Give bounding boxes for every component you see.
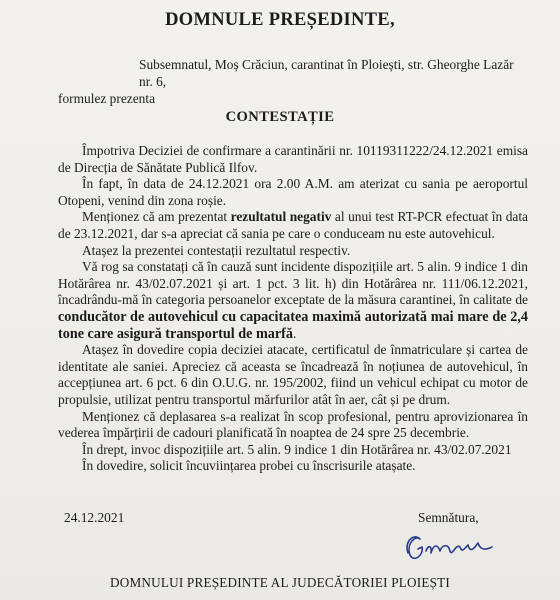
intro-line-2: formulez prezenta <box>58 91 156 106</box>
paragraph-3-text-a: Menționez că am prezentat <box>82 209 231 225</box>
paragraph-3-bold: rezultatul negativ <box>230 209 332 225</box>
document-title: DOMNULE PREȘEDINTE, <box>165 10 395 30</box>
paragraph-5 <box>58 259 528 342</box>
paragraph-8: În drept, invoc dispozițiile art. 5 alin. 9 indice 1 din Hotărârea nr. 43/02.07.2021 <box>82 441 512 457</box>
intro-block <box>58 56 528 107</box>
document-date: 24.12.2021 <box>64 510 125 525</box>
paragraph-5-bold: conducător de autovehicul cu capacitatea maximă autorizată mai mare de 2,4 tone care asigură transportul de marfă <box>58 308 528 342</box>
document-body <box>58 143 528 475</box>
paragraph-5-text-a: Vă rog sa constatați că în cauză sunt incidente dispozițiile art. 5 alin. 9 indice 1 din Hotărârea nr. 43/02.07.2021 și art. 1 pct. 3 lit. h) din Hotărârea nr. 111/06.12.2021, încadrându-mă în categoria persoanelor exceptate de la măsura carantinei, în calitate de <box>58 259 528 308</box>
paragraph-2: În fapt, în data de 24.12.2021 ora 2.00 A.M. am aterizat cu sania pe aeroportul Otopeni, venind din zona roșie. <box>58 176 528 208</box>
signature-label: Semnătura, <box>418 510 479 525</box>
paragraph-4: Atașez la prezentei contestații rezultatul respectiv. <box>82 242 351 258</box>
paragraph-5-text-b: . <box>292 325 297 341</box>
intro-line-1: Subsemnatul, Moș Crăciun, carantinat în Ploiești, str. Gheorghe Lazăr nr. 6, <box>139 57 514 89</box>
document-heading: CONTESTAȚIE <box>225 109 335 125</box>
handwritten-signature <box>398 527 498 565</box>
paragraph-7: Menționez că deplasarea s-a realizat în scop profesional, pentru aprovizionarea în vederea împărțirii de cadouri planificată în noaptea de 24 spre 25 decembrie. <box>58 408 528 441</box>
paragraph-3 <box>58 209 528 242</box>
paragraph-9: În dovedire, solicit încuviințarea probei cu înscrisurile atașate. <box>82 458 416 474</box>
paragraph-6: Atașez în dovedire copia deciziei atacate, certificatul de înmatriculare și cartea de identitate ale saniei. Apreciez că aceasta se încadrează în noțiunea de autovehicul, în accepțiunea art. 6 pct. 6 din O.U.G. nr. 195/2002, fiind un vehicul echipat cu motor de propulsie, utilizat pentru transportul mărfurilor atât în aer, cât și pe drum. <box>58 342 528 407</box>
paragraph-3-text-b: al unui test RT-PCR efectuat în data de 23.12.2021, dar s-a apreciat că sania pe care o conduceam nu este autovehicul. <box>58 209 529 241</box>
document-addressee-footer: DOMNULUI PREȘEDINTE AL JUDECĂTORIEI PLOIEȘTI <box>110 575 450 590</box>
paragraph-1: Împotriva Deciziei de confirmare a carantinării nr. 10119311222/24.12.2021 emisa de Direcția de Sănătate Publică Ilfov. <box>58 143 528 175</box>
